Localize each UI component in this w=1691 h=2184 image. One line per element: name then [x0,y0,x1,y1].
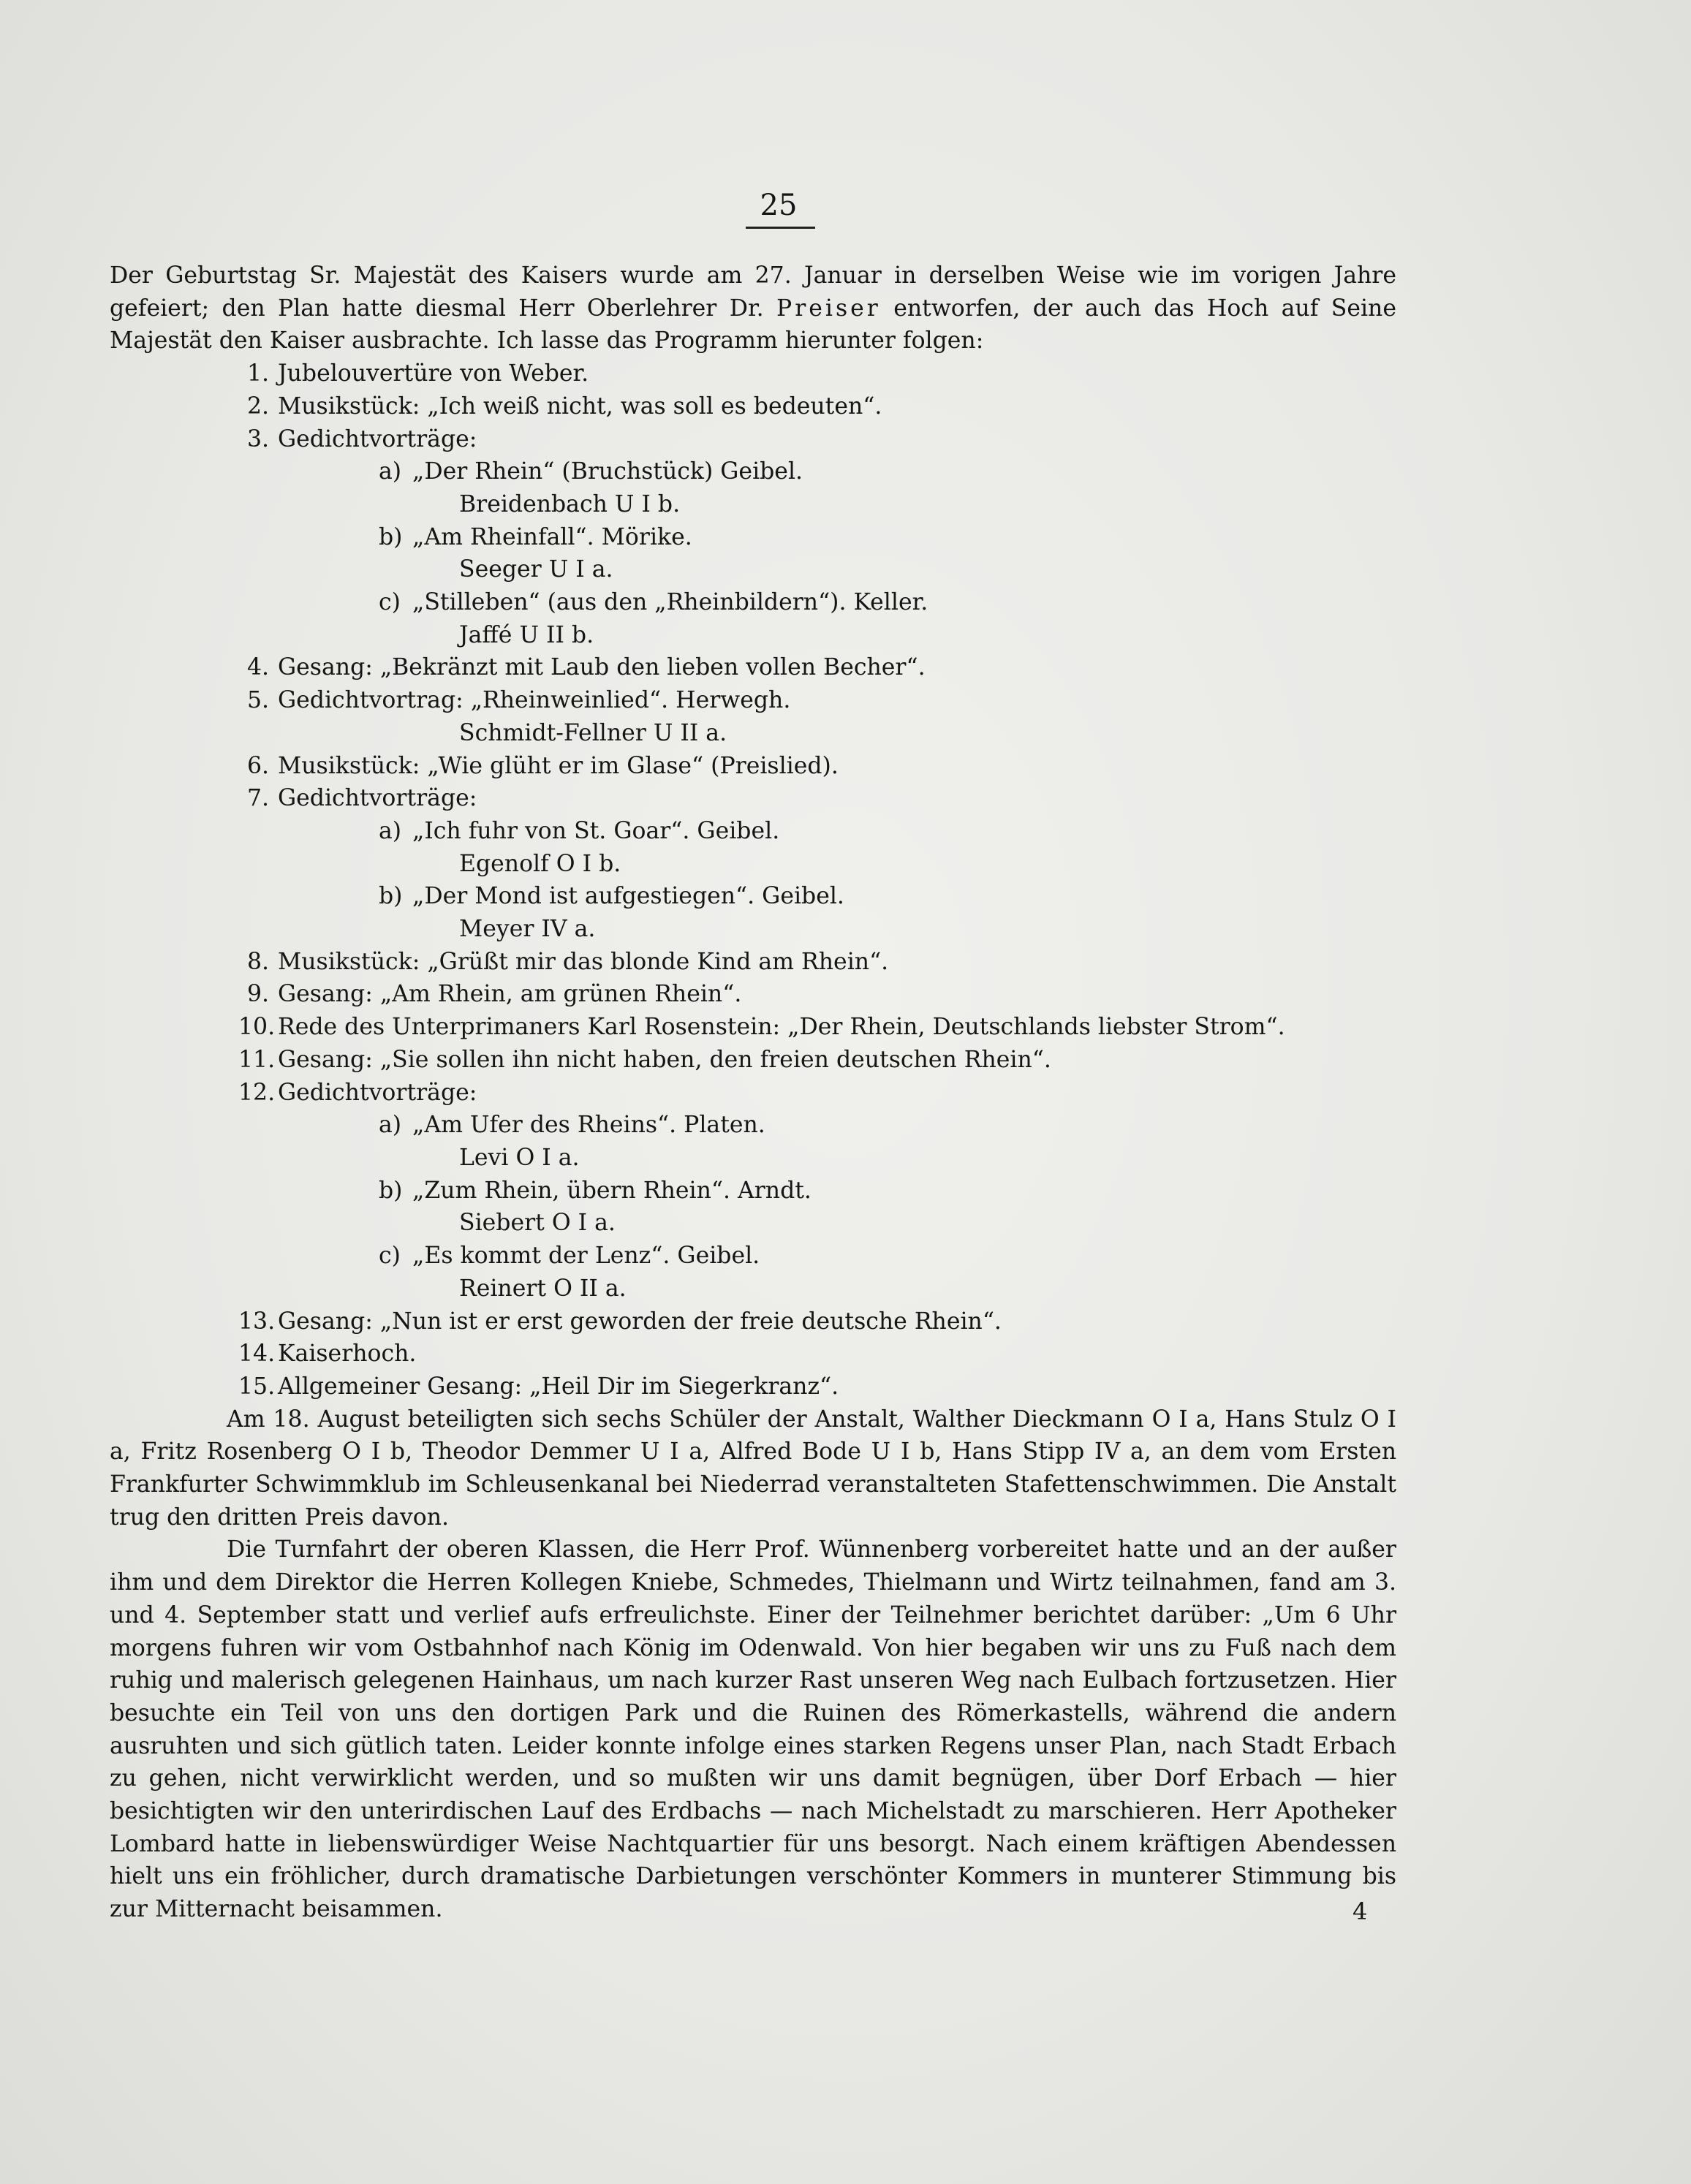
program-subitem-letter: a) [379,458,402,485]
program-performer: Egenolf O I b. [459,850,621,877]
program-item [110,357,1396,390]
program-subitem-letter: a) [379,1112,402,1139]
signature-mark: 4 [1353,1897,1368,1925]
program-subitem-text: „Am Ufer des Rheins“. Platen. [412,1112,765,1139]
intro-paragraph [110,259,1396,357]
program-item [110,1338,1396,1370]
program-item-number: 4. [246,654,269,681]
program-item [110,946,1396,979]
program-item [110,1077,1396,1110]
program-item-text: Gedichtvortrag: „Rheinweinlied“. Herwegh. [278,687,791,714]
program-item-number: 1. [246,360,269,387]
program-item-number: 14. [238,1341,276,1368]
program-subitem-text: „Am Rheinfall“. Mörike. [412,523,692,550]
program-item [110,782,1396,815]
program-performer: Jaffé U II b. [459,621,594,648]
program-item-text: Gedichtvorträge: [278,425,477,452]
program-subitem-text: „Stilleben“ (aus den „Rheinbildern“). Keller. [412,589,928,616]
program-item [110,750,1396,783]
program-performer: Siebert O I a. [459,1210,616,1237]
swim-paragraph: Am 18. August beteiligten sich sechs Schüler der Anstalt, Walther Dieckmann O I a, Hans Stulz O I a, Fritz Rosenberg O I b, Theodor Demmer U I a, Alfred Bode U I b, Hans Stipp IV a, an dem vom Ersten Frankfurter Schwimmklub im Schleusenkanal bei Niederrad veranstalteten Stafettenschwimmen. Die Anstalt trug den dritten Preis davon. [110,1406,1396,1531]
program-item-number: 8. [246,948,269,975]
program-subitem-text: „Der Mond ist aufgestiegen“. Geibel. [412,883,844,910]
main-text [110,259,1396,1926]
program-item [110,390,1396,423]
program-subitem-letter: b) [379,1177,403,1204]
program-subitem [110,586,1396,619]
program-item-text: Musikstück: „Grüßt mir das blonde Kind am Rhein“. [278,948,889,975]
page-number-underline [746,227,815,229]
program-subitem [110,1240,1396,1273]
program-subitem-letter: a) [379,817,402,844]
program-item [110,651,1396,684]
intro-text-after: entworfen, der auch das Hoch auf Seine Majestät den Kaiser ausbrachte. Ich lasse das Programm hierunter folgen: [110,295,1396,354]
intro-text-before: Der Geburtstag Sr. Majestät des Kaisers wurde am 27. Januar in derselben Weise wie im vorigen Jahre gefeiert; den Plan hatte diesmal Herr Oberlehrer Dr. [110,262,1396,322]
intro-name-spaced: Preiser [776,295,881,322]
program-subitem [110,455,1396,488]
program-subitem-letter: c) [379,1243,401,1270]
program-item-text: Musikstück: „Wie glüht er im Glase“ (Preislied). [278,752,839,779]
program-subitem [110,1109,1396,1142]
program-item-text: Gesang: „Nun ist er erst geworden der freie deutsche Rhein“. [278,1308,1002,1335]
program-item-number: 13. [238,1308,276,1335]
program-item-text: Musikstück: „Ich weiß nicht, was soll es bedeuten“. [278,393,882,420]
program-item-text: Gedichtvorträge: [278,1079,477,1106]
program-subitem-letter: b) [379,523,403,550]
program-item-text: Gesang: „Sie sollen ihn nicht haben, den freien deutschen Rhein“. [278,1046,1051,1073]
program-item-number: 6. [246,752,269,779]
program-subitem-text: „Ich fuhr von St. Goar“. Geibel. [412,817,780,844]
program-item-text: Gesang: „Bekränzt mit Laub den lieben vollen Becher“. [278,654,926,681]
program-item-text: Rede des Unterprimaners Karl Rosenstein: „Der Rhein, Deutschlands liebster Strom“. [278,1014,1285,1041]
program-subitem [110,1175,1396,1207]
program-item-text: Jubelouvertüre von Weber. [278,360,589,387]
program-item [110,1044,1396,1077]
program-item-number: 12. [238,1079,276,1106]
program-subitem [110,815,1396,848]
trip-paragraph: Die Turnfahrt der oberen Klassen, die Herr Prof. Wünnenberg vorbereitet hatte und an der außer ihm und dem Direktor die Herren Kollegen Kniebe, Schmedes, Thielmann und Wirtz teilnahmen, fand am 3. und 4. September statt und verlief aufs erfreulichste. Einer der Teilnehmer berichtet darüber: „Um 6 Uhr morgens fuhren wir vom Ostbahnhof nach König im Odenwald. Von hier begaben wir uns zu Fuß nach dem ruhig und malerisch gelegenen Hainhaus, um nach kurzer Rast unseren Weg nach Eulbach fortzusetzen. Hier besuchte ein Teil von uns den dortigen Park und die Ruinen des Römerkastells, während die andern ausruhten und sich gütlich taten. Leider konnte infolge eines starken Regens unser Plan, nach Stadt Erbach zu gehen, nicht verwirklicht werden, und so mußten wir uns damit begnügen, über Dorf Erbach — hier besichtigten wir den unterirdischen Lauf des Erdbachs — nach Michelstadt zu marschieren. Herr Apotheker Lombard hatte in liebenswürdiger Weise Nachtquartier für uns besorgt. Nach einem kräftigen Abendessen hielt uns ein fröhlicher, durch dramatische Darbietungen verschönter Kommers in munterer Stimmung bis zur Mitternacht beisammen. [110,1536,1396,1923]
program-subitem-text: „Es kommt der Lenz“. Geibel. [412,1243,760,1270]
program-item-text: Kaiserhoch. [278,1341,417,1368]
program-subitem [110,880,1396,913]
program-list [110,357,1396,1403]
program-performer: Levi O I a. [459,1144,580,1171]
program-item [110,423,1396,456]
page-number: 25 [760,189,798,222]
program-performer: Meyer IV a. [459,916,596,943]
program-item-text: Gesang: „Am Rhein, am grünen Rhein“. [278,981,742,1008]
program-item-number: 10. [238,1014,276,1041]
program-item [110,1305,1396,1338]
program-item-number: 2. [246,393,269,420]
program-item-number: 11. [238,1046,276,1073]
program-performer: Schmidt-Fellner U II a. [459,719,727,746]
program-item-number: 15. [238,1373,276,1400]
program-item-text: Allgemeiner Gesang: „Heil Dir im Siegerkranz“. [278,1373,839,1400]
program-subitem-text: „Zum Rhein, übern Rhein“. Arndt. [412,1177,812,1204]
program-item [110,978,1396,1011]
program-item [110,1011,1396,1044]
program-item [110,684,1396,717]
program-item-number: 5. [246,687,269,714]
program-item-number: 9. [246,981,269,1008]
program-subitem-text: „Der Rhein“ (Bruchstück) Geibel. [412,458,803,485]
program-performer: Breidenbach U I b. [459,490,681,517]
program-performer: Reinert O II a. [459,1275,627,1302]
program-item-number: 7. [246,785,269,812]
program-item-text: Gedichtvorträge: [278,785,477,812]
program-item [110,1370,1396,1403]
program-subitem-letter: b) [379,883,403,910]
program-subitem [110,521,1396,554]
program-subitem-letter: c) [379,589,401,616]
program-item-number: 3. [246,425,269,452]
program-performer: Seeger U I a. [459,556,613,583]
